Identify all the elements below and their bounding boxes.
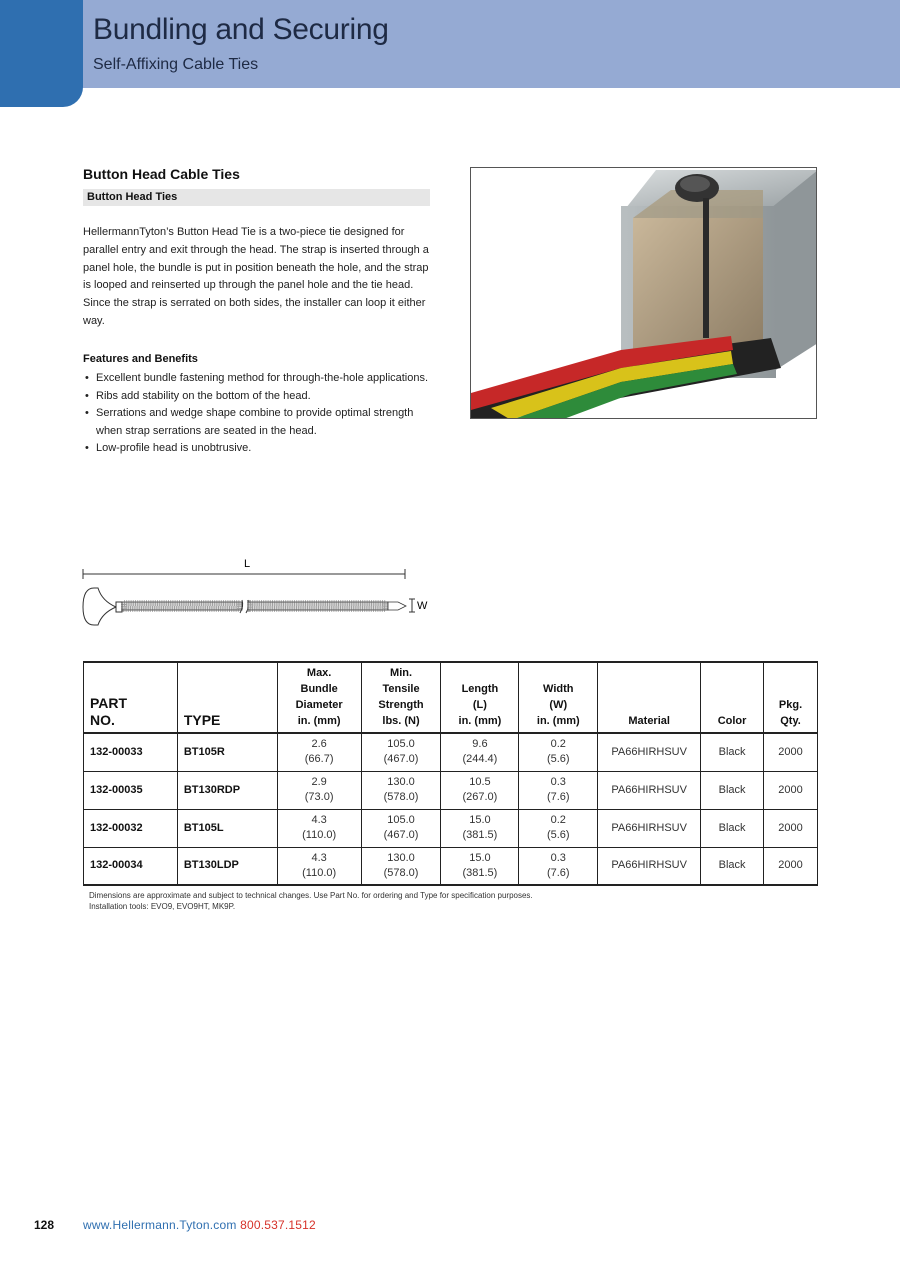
cell-width: 0.3 (7.6) (519, 771, 598, 809)
description-line: Since the strap is serrated on both sides, the installer can loop it either (83, 297, 426, 310)
cell-type: BT105L (177, 809, 277, 847)
table-note: Installation tools: EVO9, EVO9HT, MK9P. (89, 902, 236, 911)
cell-tensile: 105.0 (467.0) (361, 733, 441, 771)
description-line: panel hole, the bundle is put in position beneath the hole, and the strap (83, 261, 429, 274)
table-header-row (84, 662, 818, 733)
cell-color: Black (701, 847, 764, 885)
spec-table (83, 661, 818, 886)
cell-material: PA66HIRHSUV (598, 733, 701, 771)
col-header-tensile: Min. Tensile Strength lbs. (N) (361, 662, 441, 733)
cell-type: BT130RDP (177, 771, 277, 809)
cell-part: 132-00034 (84, 847, 178, 885)
product-photo-illustration (471, 168, 817, 419)
col-header-color: Color (701, 662, 764, 733)
col-header-part: PART NO. (84, 662, 178, 733)
cell-material: PA66HIRHSUV (598, 809, 701, 847)
cell-part: 132-00035 (84, 771, 178, 809)
description-paragraph (83, 224, 433, 331)
cell-length: 10.5 (267.0) (441, 771, 519, 809)
cell-bundle: 2.6 (66.7) (277, 733, 361, 771)
table-row (84, 733, 818, 771)
description-line: way. (83, 314, 105, 327)
table-row (84, 771, 818, 809)
cell-part: 132-00033 (84, 733, 178, 771)
cell-bundle: 2.9 (73.0) (277, 771, 361, 809)
footer-contact (83, 1218, 316, 1232)
features-list (83, 370, 433, 458)
phone-number: 800.537.1512 (240, 1218, 316, 1232)
col-header-length: Length (L) in. (mm) (441, 662, 519, 733)
cell-part: 132-00032 (84, 809, 178, 847)
feature-item: • Low-profile head is unobtrusive. (83, 440, 433, 458)
length-label: L (244, 558, 251, 570)
cable-tie-diagram (80, 555, 440, 635)
page-title: Bundling and Securing (93, 13, 389, 46)
section-title: Button Head Cable Ties (83, 166, 240, 182)
cell-type: BT105R (177, 733, 277, 771)
cell-material: PA66HIRHSUV (598, 847, 701, 885)
feature-item: • Serrations and wedge shape combine to provide optimal strength when strap serrations are seated in the head. (83, 405, 433, 440)
cell-color: Black (701, 733, 764, 771)
table-notes (89, 890, 533, 912)
cell-width: 0.3 (7.6) (519, 847, 598, 885)
col-header-type: TYPE (177, 662, 277, 733)
col-header-qty: Pkg. Qty. (764, 662, 818, 733)
header-tab (0, 0, 83, 107)
cell-color: Black (701, 771, 764, 809)
cell-tensile: 130.0 (578.0) (361, 771, 441, 809)
cell-length: 15.0 (381.5) (441, 809, 519, 847)
cell-tensile: 105.0 (467.0) (361, 809, 441, 847)
col-header-bundle: Max. Bundle Diameter in. (mm) (277, 662, 361, 733)
description-line: parallel entry and exit through the head. The strap is inserted through a (83, 243, 429, 256)
cell-bundle: 4.3 (110.0) (277, 847, 361, 885)
features-title: Features and Benefits (83, 353, 198, 365)
col-header-material: Material (598, 662, 701, 733)
cell-qty: 2000 (764, 733, 818, 771)
cell-qty: 2000 (764, 771, 818, 809)
cell-color: Black (701, 809, 764, 847)
cell-qty: 2000 (764, 847, 818, 885)
feature-item: • Excellent bundle fastening method for through-the-hole applications. (83, 370, 433, 388)
cell-qty: 2000 (764, 809, 818, 847)
section-subhead: Button Head Ties (83, 189, 430, 206)
cell-width: 0.2 (5.6) (519, 733, 598, 771)
cell-length: 15.0 (381.5) (441, 847, 519, 885)
cell-bundle: 4.3 (110.0) (277, 809, 361, 847)
feature-item: • Ribs add stability on the bottom of the head. (83, 388, 433, 406)
width-label: W (417, 600, 428, 612)
product-photo (470, 167, 817, 419)
table-note: Dimensions are approximate and subject to technical changes. Use Part No. for ordering and Type for specification purposes. (89, 891, 533, 900)
col-header-width: Width (W) in. (mm) (519, 662, 598, 733)
cell-type: BT130LDP (177, 847, 277, 885)
cell-length: 9.6 (244.4) (441, 733, 519, 771)
table-row (84, 809, 818, 847)
cell-material: PA66HIRHSUV (598, 771, 701, 809)
description-line: HellermannTyton’s Button Head Tie is a two-piece tie designed for (83, 226, 405, 238)
page-number: 128 (34, 1218, 55, 1232)
website-link[interactable]: www.Hellermann.Tyton.com (83, 1218, 237, 1232)
description-line: is looped and reinserted up through the panel hole and the tie head. (83, 279, 414, 292)
page-subtitle: Self-Affixing Cable Ties (93, 56, 259, 73)
cell-tensile: 130.0 (578.0) (361, 847, 441, 885)
cell-width: 0.2 (5.6) (519, 809, 598, 847)
table-row (84, 847, 818, 885)
